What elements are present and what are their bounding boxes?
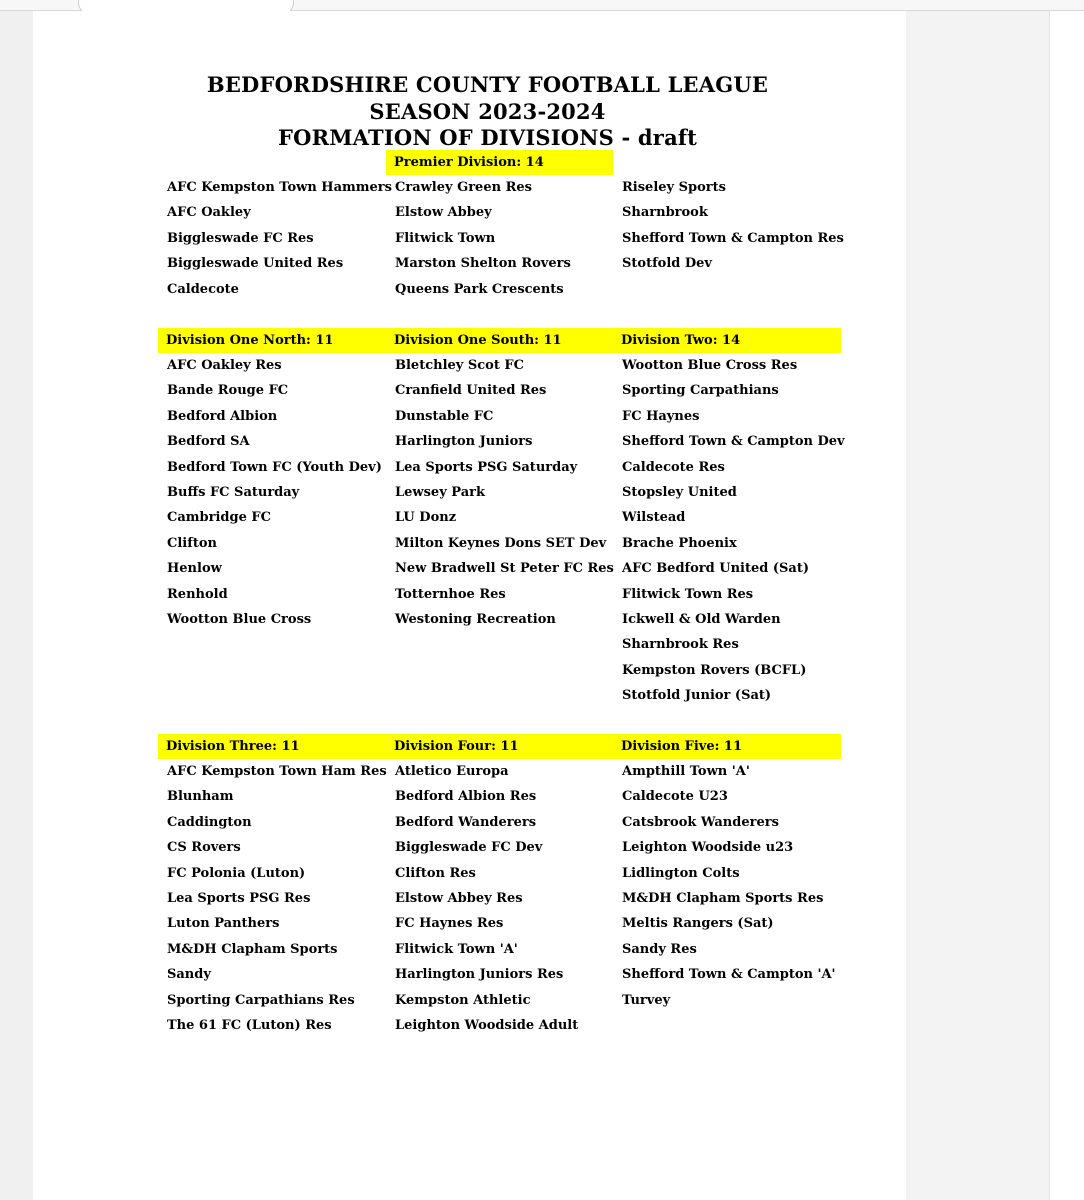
premier-col1-team: AFC Kempston Town Hammers — [167, 180, 392, 195]
league-title: BEDFORDSHIRE COUNTY FOOTBALL LEAGUE — [206, 72, 769, 97]
division-three-team: M&DH Clapham Sports — [167, 942, 338, 957]
premier-col3-team: Stotfold Dev — [622, 256, 712, 271]
division-two-team: Caldecote Res — [622, 460, 725, 475]
premier-col3-team: Shefford Town & Campton Res — [622, 231, 844, 246]
division-five-team: Meltis Rangers (Sat) — [622, 916, 774, 931]
division-three-team: Sandy — [167, 967, 211, 982]
division-one-north-team: Bedford Albion — [167, 409, 278, 424]
division-one-south-heading: Division One South: 11 — [386, 328, 613, 353]
division-four-team: Elstow Abbey Res — [395, 891, 523, 906]
viewer-top-bar — [0, 0, 1084, 11]
division-one-south-team: Westoning Recreation — [395, 612, 556, 627]
division-five-heading: Division Five: 11 — [613, 734, 841, 759]
division-four-heading: Division Four: 11 — [386, 734, 613, 759]
division-five-team: Turvey — [622, 993, 671, 1008]
division-one-north-team: Buffs FC Saturday — [167, 485, 300, 500]
division-one-north-team: Henlow — [167, 561, 222, 576]
division-three-team: Luton Panthers — [167, 916, 280, 931]
division-one-north-team: AFC Oakley Res — [167, 358, 282, 373]
division-two-team: Shefford Town & Campton Dev — [622, 434, 845, 449]
premier-division-heading: Premier Division: 14 — [386, 150, 613, 175]
division-three-team: Caddington — [167, 815, 252, 830]
division-two-team: Wootton Blue Cross Res — [622, 358, 798, 373]
division-one-north-team: Wootton Blue Cross — [167, 612, 312, 627]
premier-col3-team: Sharnbrook — [622, 205, 708, 220]
division-one-north-team: Bande Rouge FC — [167, 383, 289, 398]
division-one-south-team: Lewsey Park — [395, 485, 485, 500]
premier-col2-team: Marston Shelton Rovers — [395, 256, 571, 271]
division-five-team: Ampthill Town 'A' — [622, 764, 750, 779]
division-two-heading: Division Two: 14 — [613, 328, 841, 353]
premier-col1-team: Caldecote — [167, 282, 239, 297]
premier-col2-team: Elstow Abbey — [395, 205, 492, 220]
division-one-south-team: Harlington Juniors — [395, 434, 533, 449]
division-one-north-team: Clifton — [167, 536, 217, 551]
division-three-heading: Division Three: 11 — [158, 734, 386, 759]
premier-col1-team: Biggleswade FC Res — [167, 231, 314, 246]
division-two-team: AFC Bedford United (Sat) — [622, 561, 810, 576]
division-one-south-team: Milton Keynes Dons SET Dev — [395, 536, 607, 551]
viewer-side-panel — [906, 11, 1050, 1200]
division-four-team: FC Haynes Res — [395, 916, 504, 931]
division-five-team: Sandy Res — [622, 942, 697, 957]
division-two-team: Ickwell & Old Warden — [622, 612, 781, 627]
division-four-team: Harlington Juniors Res — [395, 967, 564, 982]
division-two-team: Stopsley United — [622, 485, 737, 500]
division-two-team: Wilstead — [622, 510, 686, 525]
premier-col1-team: AFC Oakley — [167, 205, 251, 220]
division-three-team: Sporting Carpathians Res — [167, 993, 355, 1008]
season-title: SEASON 2023-2024 — [369, 99, 606, 124]
division-one-north-team: Bedford SA — [167, 434, 250, 449]
division-five-team: Leighton Woodside u23 — [622, 840, 794, 855]
division-two-team: Sporting Carpathians — [622, 383, 779, 398]
division-four-team: Atletico Europa — [395, 764, 509, 779]
division-three-team: The 61 FC (Luton) Res — [167, 1018, 332, 1033]
division-four-team: Bedford Albion Res — [395, 789, 537, 804]
division-five-team: M&DH Clapham Sports Res — [622, 891, 824, 906]
division-one-south-team: Totternhoe Res — [395, 587, 506, 602]
division-two-team: Sharnbrook Res — [622, 637, 739, 652]
division-four-team: Leighton Woodside Adult — [395, 1018, 579, 1033]
division-three-team: Blunham — [167, 789, 234, 804]
division-four-team: Biggleswade FC Dev — [395, 840, 543, 855]
division-five-team: Caldecote U23 — [622, 789, 728, 804]
premier-col3-team: Riseley Sports — [622, 180, 726, 195]
division-five-team: Lidlington Colts — [622, 866, 740, 881]
division-four-team: Kempston Athletic — [395, 993, 531, 1008]
division-four-team: Bedford Wanderers — [395, 815, 537, 830]
division-three-team: AFC Kempston Town Ham Res — [167, 764, 387, 779]
division-one-south-team: Lea Sports PSG Saturday — [395, 460, 578, 475]
division-five-team: Catsbrook Wanderers — [622, 815, 779, 830]
division-five-team: Shefford Town & Campton 'A' — [622, 967, 836, 982]
division-one-north-team: Renhold — [167, 587, 228, 602]
division-one-south-team: LU Donz — [395, 510, 457, 525]
division-one-south-team: Bletchley Scot FC — [395, 358, 524, 373]
division-one-south-team: Dunstable FC — [395, 409, 494, 424]
division-one-north-team: Cambridge FC — [167, 510, 271, 525]
division-two-team: Kempston Rovers (BCFL) — [622, 663, 807, 678]
premier-col1-team: Biggleswade United Res — [167, 256, 344, 271]
division-one-north-heading: Division One North: 11 — [158, 328, 386, 353]
division-one-south-team: New Bradwell St Peter FC Res — [395, 561, 614, 576]
division-three-team: CS Rovers — [167, 840, 241, 855]
division-four-team: Clifton Res — [395, 866, 476, 881]
division-two-team: FC Haynes — [622, 409, 700, 424]
viewer-scrollbar[interactable] — [1049, 11, 1084, 1200]
division-two-team: Flitwick Town Res — [622, 587, 754, 602]
division-one-north-team: Bedford Town FC (Youth Dev) — [167, 460, 382, 475]
division-one-south-team: Cranfield United Res — [395, 383, 547, 398]
division-three-team: Lea Sports PSG Res — [167, 891, 311, 906]
division-three-team: FC Polonia (Luton) — [167, 866, 306, 881]
formation-title: FORMATION OF DIVISIONS - draft — [277, 125, 698, 150]
premier-col2-team: Queens Park Crescents — [395, 282, 564, 297]
division-two-team: Stotfold Junior (Sat) — [622, 688, 772, 703]
division-four-team: Flitwick Town 'A' — [395, 942, 518, 957]
division-two-team: Brache Phoenix — [622, 536, 737, 551]
premier-col2-team: Flitwick Town — [395, 231, 496, 246]
premier-col2-team: Crawley Green Res — [395, 180, 532, 195]
